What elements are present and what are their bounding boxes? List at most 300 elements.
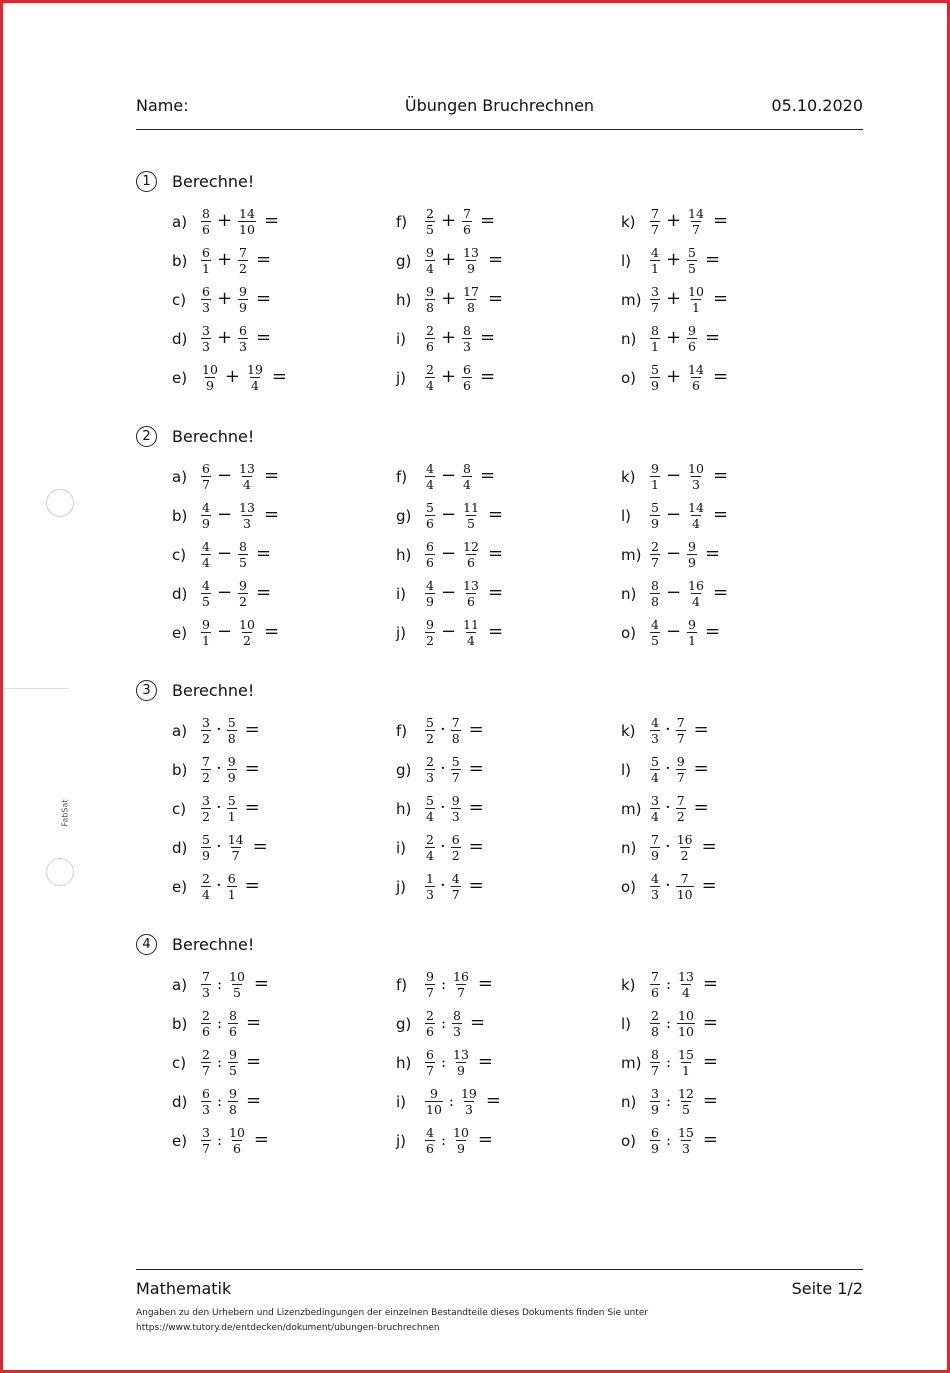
equals-sign: = — [244, 797, 260, 818]
numerator: 13 — [463, 244, 479, 260]
fraction — [238, 540, 248, 569]
denominator: 7 — [676, 769, 685, 785]
fraction — [425, 1126, 435, 1155]
denominator: 7 — [426, 1062, 434, 1078]
operator-symbol: : — [665, 975, 672, 993]
fraction-expression — [650, 713, 709, 747]
numerator: 12 — [678, 1085, 694, 1101]
equals-sign: = — [256, 327, 272, 348]
numerator: 10 — [229, 968, 245, 984]
equals-sign: = — [245, 1012, 262, 1033]
exercise-label: f) — [396, 976, 408, 994]
denominator: 10 — [678, 1023, 694, 1039]
numerator: 5 — [451, 753, 460, 769]
fraction — [452, 970, 470, 999]
numerator: 5 — [227, 792, 236, 808]
numerator: 4 — [202, 538, 210, 554]
fraction-expression — [201, 713, 260, 747]
fraction — [201, 755, 211, 784]
numerator: 5 — [426, 792, 434, 808]
exercise-label: d) — [172, 839, 188, 857]
fraction — [425, 970, 435, 999]
equals-sign: = — [701, 836, 717, 857]
numerator: 9 — [239, 283, 247, 299]
numerator: 7 — [463, 205, 471, 221]
operator-symbol: + — [216, 249, 233, 270]
equals-sign: = — [712, 288, 729, 309]
denominator: 3 — [202, 984, 210, 1000]
fraction — [650, 363, 660, 392]
numerator: 19 — [247, 361, 263, 377]
denominator: 1 — [651, 476, 659, 492]
fraction-expression — [425, 1045, 493, 1079]
numerator: 4 — [426, 460, 434, 476]
exercise-label: j) — [396, 878, 407, 896]
fraction-expression — [425, 459, 495, 493]
equals-sign: = — [468, 797, 484, 818]
fraction — [462, 462, 472, 491]
fraction-expression — [425, 830, 484, 864]
page-header — [136, 95, 863, 130]
numerator: 2 — [426, 322, 434, 338]
denominator: 6 — [463, 377, 471, 393]
operator-symbol: : — [440, 1131, 447, 1149]
fraction-expression — [650, 321, 720, 355]
numerator: 8 — [463, 460, 471, 476]
operator-symbol: · — [439, 719, 446, 740]
denominator: 6 — [229, 1023, 237, 1039]
fraction — [238, 618, 256, 647]
numerator: 2 — [651, 538, 659, 554]
numerator: 4 — [451, 870, 460, 886]
fraction — [687, 618, 697, 647]
exercise-label: h) — [396, 1054, 412, 1072]
fraction-expression — [201, 752, 260, 786]
numerator: 4 — [651, 616, 659, 632]
operator-symbol: · — [664, 758, 671, 779]
exercise-label: d) — [172, 1093, 188, 1111]
exercise-label: g) — [396, 252, 412, 270]
operator-symbol: : — [216, 1092, 223, 1110]
fraction — [650, 207, 660, 236]
operator-symbol: − — [440, 582, 457, 603]
numerator: 2 — [202, 870, 210, 886]
denominator: 1 — [651, 260, 659, 276]
numerator: 11 — [463, 499, 479, 515]
exercise-label: o) — [621, 1132, 637, 1150]
numerator: 8 — [453, 1007, 461, 1023]
exercise-label: d) — [172, 330, 188, 348]
denominator: 7 — [692, 221, 700, 237]
equals-sign: = — [271, 366, 287, 387]
denominator: 4 — [651, 769, 659, 785]
exercise-label: m) — [621, 800, 642, 818]
equals-sign: = — [244, 719, 260, 740]
fraction — [650, 794, 660, 823]
numerator: 6 — [202, 1085, 210, 1101]
numerator: 8 — [651, 1046, 659, 1062]
numerator: 5 — [651, 361, 659, 377]
denominator: 6 — [692, 377, 700, 393]
denominator: 1 — [202, 632, 210, 648]
numerator: 10 — [688, 283, 704, 299]
footer-license-note — [136, 1306, 696, 1336]
fraction — [201, 1009, 211, 1038]
operator-symbol: : — [440, 1053, 447, 1071]
denominator: 8 — [651, 1023, 659, 1039]
numerator: 13 — [453, 1046, 469, 1062]
fraction — [452, 1009, 462, 1038]
fraction — [677, 1009, 695, 1038]
operator-symbol: − — [440, 465, 457, 486]
denominator: 4 — [426, 808, 434, 824]
numerator: 9 — [229, 1085, 237, 1101]
exercise-label: e) — [172, 878, 188, 896]
fraction — [201, 1126, 211, 1155]
denominator: 3 — [426, 886, 434, 902]
fraction — [227, 755, 237, 784]
fraction — [462, 579, 480, 608]
numerator: 4 — [202, 577, 210, 593]
equals-sign: = — [485, 1090, 501, 1111]
fraction-expression — [201, 537, 271, 571]
fraction-expression — [201, 282, 271, 316]
fraction — [650, 716, 660, 745]
numerator: 12 — [463, 538, 479, 554]
name-label: Name: — [136, 96, 189, 115]
fraction-expression — [201, 1123, 269, 1157]
numerator: 13 — [239, 460, 255, 476]
denominator: 6 — [426, 1140, 434, 1156]
exercise-label: f) — [396, 468, 408, 486]
equals-sign: = — [480, 366, 496, 387]
denominator: 3 — [426, 769, 434, 785]
fraction — [201, 618, 211, 647]
numerator: 4 — [651, 244, 659, 260]
fraction-expression — [425, 1084, 501, 1118]
denominator: 9 — [651, 377, 659, 393]
denominator: 4 — [426, 847, 434, 863]
equals-sign: = — [480, 465, 496, 486]
denominator: 2 — [202, 730, 210, 746]
fraction — [650, 1048, 660, 1077]
exercise-label: a) — [172, 722, 188, 740]
denominator: 3 — [451, 808, 460, 824]
denominator: 2 — [680, 847, 689, 863]
denominator: 8 — [467, 299, 475, 315]
fraction-expression — [201, 1045, 261, 1079]
denominator: 1 — [227, 808, 236, 824]
numerator: 10 — [239, 616, 255, 632]
denominator: 6 — [651, 984, 659, 1000]
exercise-label: j) — [396, 369, 407, 387]
denominator: 7 — [451, 886, 460, 902]
denominator: 7 — [651, 554, 659, 570]
denominator: 7 — [202, 1140, 210, 1156]
denominator: 2 — [243, 632, 251, 648]
denominator: 10 — [239, 221, 255, 237]
fraction — [201, 1048, 211, 1077]
numerator: 5 — [202, 831, 210, 847]
footer-subject: Mathematik — [136, 1279, 232, 1298]
operator-symbol: − — [216, 465, 233, 486]
denominator: 9 — [426, 593, 434, 609]
operator-symbol: · — [215, 758, 222, 779]
denominator: 3 — [239, 338, 247, 354]
denominator: 6 — [463, 221, 471, 237]
numerator: 9 — [688, 616, 696, 632]
fraction — [650, 755, 660, 784]
numerator: 2 — [426, 205, 434, 221]
denominator: 6 — [426, 338, 434, 354]
fraction-expression — [425, 713, 484, 747]
fraction — [227, 794, 237, 823]
numerator: 6 — [202, 244, 210, 260]
section-instruction: Berechne! — [172, 172, 255, 191]
fraction — [201, 872, 211, 901]
numerator: 2 — [426, 1007, 434, 1023]
denominator: 4 — [202, 554, 210, 570]
fraction — [650, 462, 660, 491]
exercise-label: g) — [396, 761, 412, 779]
numerator: 3 — [651, 1085, 659, 1101]
denominator: 9 — [202, 515, 210, 531]
fraction — [228, 970, 246, 999]
fraction — [687, 246, 697, 275]
denominator: 7 — [426, 984, 434, 1000]
denominator: 5 — [232, 984, 241, 1000]
equals-sign: = — [702, 973, 719, 994]
fraction — [425, 794, 435, 823]
numerator: 9 — [688, 322, 696, 338]
fraction — [228, 1087, 238, 1116]
denominator: 6 — [202, 1023, 210, 1039]
exercise-label: b) — [172, 252, 188, 270]
fraction — [462, 207, 472, 236]
exercise-label: l) — [621, 1015, 632, 1033]
fraction — [238, 501, 256, 530]
fraction — [451, 794, 461, 823]
operator-symbol: : — [216, 1014, 223, 1032]
operator-symbol: : — [665, 1131, 672, 1149]
denominator: 7 — [202, 1062, 210, 1078]
numerator: 8 — [202, 205, 210, 221]
fraction — [676, 833, 694, 862]
operator-symbol: + — [665, 249, 682, 270]
fraction — [687, 285, 705, 314]
fraction — [238, 207, 256, 236]
numerator: 4 — [426, 577, 434, 593]
exercise-label: m) — [621, 291, 642, 309]
equals-sign: = — [468, 875, 484, 896]
footer-note-line: Angaben zu den Urhebern und Lizenzbedingungen der einzelnen Bestandteile dieses Dokuments finden Sie unter — [136, 1308, 649, 1318]
denominator: 2 — [239, 593, 247, 609]
denominator: 3 — [681, 1140, 690, 1156]
denominator: 4 — [651, 808, 659, 824]
numerator: 4 — [651, 714, 659, 730]
equals-sign: = — [705, 327, 721, 348]
exercise-label: c) — [172, 291, 187, 309]
fraction-expression — [201, 498, 279, 532]
exercise-label: l) — [621, 252, 632, 270]
denominator: 1 — [227, 886, 236, 902]
denominator: 5 — [467, 515, 475, 531]
numerator: 14 — [239, 205, 255, 221]
fraction — [451, 872, 461, 901]
numerator: 13 — [239, 499, 255, 515]
operator-symbol: : — [665, 1053, 672, 1071]
operator-symbol: + — [440, 366, 457, 387]
fraction — [201, 246, 211, 275]
fraction — [687, 501, 705, 530]
numerator: 2 — [651, 1007, 659, 1023]
numerator: 3 — [202, 792, 210, 808]
fraction-expression — [650, 752, 709, 786]
numerator: 9 — [688, 538, 696, 554]
fraction — [201, 970, 211, 999]
fraction — [425, 618, 435, 647]
denominator: 4 — [692, 593, 700, 609]
exercise-label: i) — [396, 585, 407, 603]
fraction — [650, 540, 660, 569]
denominator: 3 — [202, 1101, 210, 1117]
fraction — [238, 579, 248, 608]
fraction — [425, 1087, 443, 1116]
fraction — [238, 285, 248, 314]
fraction — [201, 579, 211, 608]
fraction-expression — [425, 321, 495, 355]
operator-symbol: + — [440, 288, 457, 309]
fraction — [462, 501, 480, 530]
exercise-label: a) — [172, 213, 188, 231]
exercise-label: l) — [621, 761, 632, 779]
fraction — [425, 1048, 435, 1077]
section-instruction: Berechne! — [172, 427, 255, 446]
equals-sign: = — [468, 719, 484, 740]
fraction — [425, 285, 435, 314]
numerator: 9 — [676, 753, 685, 769]
equals-sign: = — [702, 1012, 719, 1033]
fraction — [676, 872, 694, 901]
numerator: 9 — [426, 968, 434, 984]
fraction-expression — [425, 967, 493, 1001]
fraction — [451, 833, 461, 862]
exercise-label: f) — [396, 722, 408, 740]
fraction-expression — [650, 282, 728, 316]
fraction — [650, 246, 660, 275]
fraction-expression — [425, 1006, 485, 1040]
numerator: 5 — [688, 244, 696, 260]
numerator: 9 — [229, 1046, 237, 1062]
fraction — [227, 872, 237, 901]
equals-sign: = — [487, 582, 504, 603]
equals-sign: = — [256, 582, 272, 603]
equals-sign: = — [712, 366, 729, 387]
fraction-expression — [650, 830, 717, 864]
exercise-label: k) — [621, 976, 636, 994]
exercise-label: i) — [396, 330, 407, 348]
denominator: 9 — [467, 260, 475, 276]
numerator: 6 — [202, 283, 210, 299]
fraction — [201, 363, 219, 392]
equals-sign: = — [256, 288, 272, 309]
operator-symbol: − — [216, 543, 233, 564]
fraction-expression — [425, 1123, 493, 1157]
fraction — [238, 462, 256, 491]
denominator: 1 — [681, 1062, 690, 1078]
equals-sign: = — [477, 1051, 494, 1072]
operator-symbol: · — [439, 758, 446, 779]
fraction-expression — [425, 360, 495, 394]
numerator: 14 — [227, 831, 244, 847]
exercise-label: g) — [396, 1015, 412, 1033]
operator-symbol: · — [215, 875, 222, 896]
equals-sign: = — [487, 621, 504, 642]
numerator: 9 — [239, 577, 247, 593]
fraction — [676, 716, 686, 745]
denominator: 3 — [463, 338, 471, 354]
numerator: 2 — [426, 753, 434, 769]
fraction-expression — [201, 869, 260, 903]
fraction — [650, 285, 660, 314]
fraction-expression — [201, 360, 287, 394]
fraction — [650, 833, 660, 862]
numerator: 9 — [429, 1085, 438, 1101]
equals-sign: = — [705, 621, 721, 642]
fraction-expression — [201, 1006, 261, 1040]
fraction-expression — [425, 282, 503, 316]
fraction — [227, 833, 245, 862]
exercise-label: e) — [172, 1132, 188, 1150]
fraction-expression — [650, 243, 720, 277]
side-brand: FabSat — [60, 799, 70, 827]
numerator: 13 — [463, 577, 479, 593]
fraction — [425, 246, 435, 275]
numerator: 15 — [678, 1124, 694, 1140]
operator-symbol: − — [665, 465, 682, 486]
operator-symbol: − — [216, 504, 233, 525]
page-date: 05.10.2020 — [771, 96, 863, 115]
denominator: 5 — [688, 260, 696, 276]
fraction-expression — [650, 1123, 718, 1157]
exercise-label: n) — [621, 330, 637, 348]
numerator: 14 — [688, 361, 704, 377]
fraction — [425, 501, 435, 530]
fraction — [228, 1126, 246, 1155]
numerator: 6 — [426, 1046, 434, 1062]
denominator: 4 — [681, 984, 690, 1000]
denominator: 4 — [202, 886, 210, 902]
denominator: 5 — [202, 593, 210, 609]
exercise-label: e) — [172, 624, 188, 642]
fraction-expression — [650, 1045, 718, 1079]
denominator: 3 — [464, 1101, 473, 1117]
fraction — [201, 1087, 211, 1116]
equals-sign: = — [487, 543, 504, 564]
operator-symbol: − — [440, 621, 457, 642]
operator-symbol: + — [216, 327, 233, 348]
denominator: 6 — [232, 1140, 241, 1156]
numerator: 5 — [651, 499, 659, 515]
equals-sign: = — [480, 327, 496, 348]
equals-sign: = — [263, 621, 280, 642]
fraction — [227, 716, 237, 745]
numerator: 3 — [651, 283, 659, 299]
fraction-expression — [201, 321, 271, 355]
fraction — [201, 207, 211, 236]
footer-page-number: Seite 1/2 — [791, 1279, 863, 1298]
fraction — [650, 1087, 660, 1116]
